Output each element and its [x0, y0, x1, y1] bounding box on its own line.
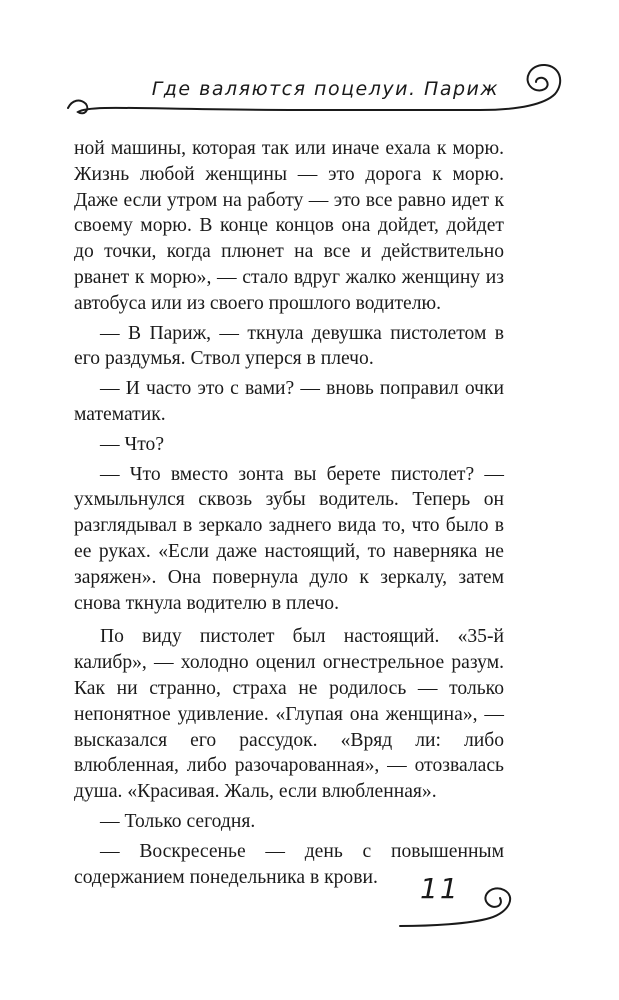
running-head: Где валяются поцелуи. Париж: [151, 78, 499, 100]
page-number: 11: [420, 872, 460, 905]
paragraph: — Только сегодня.: [100, 810, 256, 832]
body-text: [74, 136, 504, 890]
footer-swirl-ornament: [0, 860, 619, 940]
paragraph: — Что?: [100, 433, 165, 455]
paragraph: — Что вместо зонта вы берете пистолет? — ухмыльнулся сквозь зубы водитель. Теперь он разглядывал в зеркало заднего вида то, что было в ее руках. «Если даже настоящий, то наверняка не заряжен». Она повернула дуло к зеркалу, затем снова ткнула водителю в плечо.: [74, 463, 504, 614]
paragraph: По виду пистолет был настоящий. «35-й калибр», — холодно оценил огнестрельное разум. Как ни странно, страха не родилось — только непонятное удивление. «Глупая она женщина», — высказался его рассудок. «Вряд ли: либо влюбленная, либо разочарованная», — отозвалась душа. «Красивая. Жаль, если влюбленная».: [74, 626, 504, 803]
paragraph: ной машины, которая так или иначе ехала к морю. Жизнь любой женщины — это дорога к морю. Даже если утром на работу — это все равно идет к своему морю. В конце концов она дойдет, дойдет до точки, когда плюнет на все и действительно рванет к морю», — стало вдруг жалко женщину из автобуса или из своего прошлого водителю.: [74, 138, 504, 314]
paragraph: — Воскресенье — день с повышенным содержанием понедельника в крови.: [74, 840, 504, 888]
paragraph: — И часто это с вами? — вновь поправил очки математик.: [74, 378, 504, 425]
header-swirl-ornament: [0, 0, 619, 140]
paragraph: — В Париж, — ткнула девушка пистолетом в его раздумья. Ствол уперся в плечо.: [74, 322, 504, 370]
